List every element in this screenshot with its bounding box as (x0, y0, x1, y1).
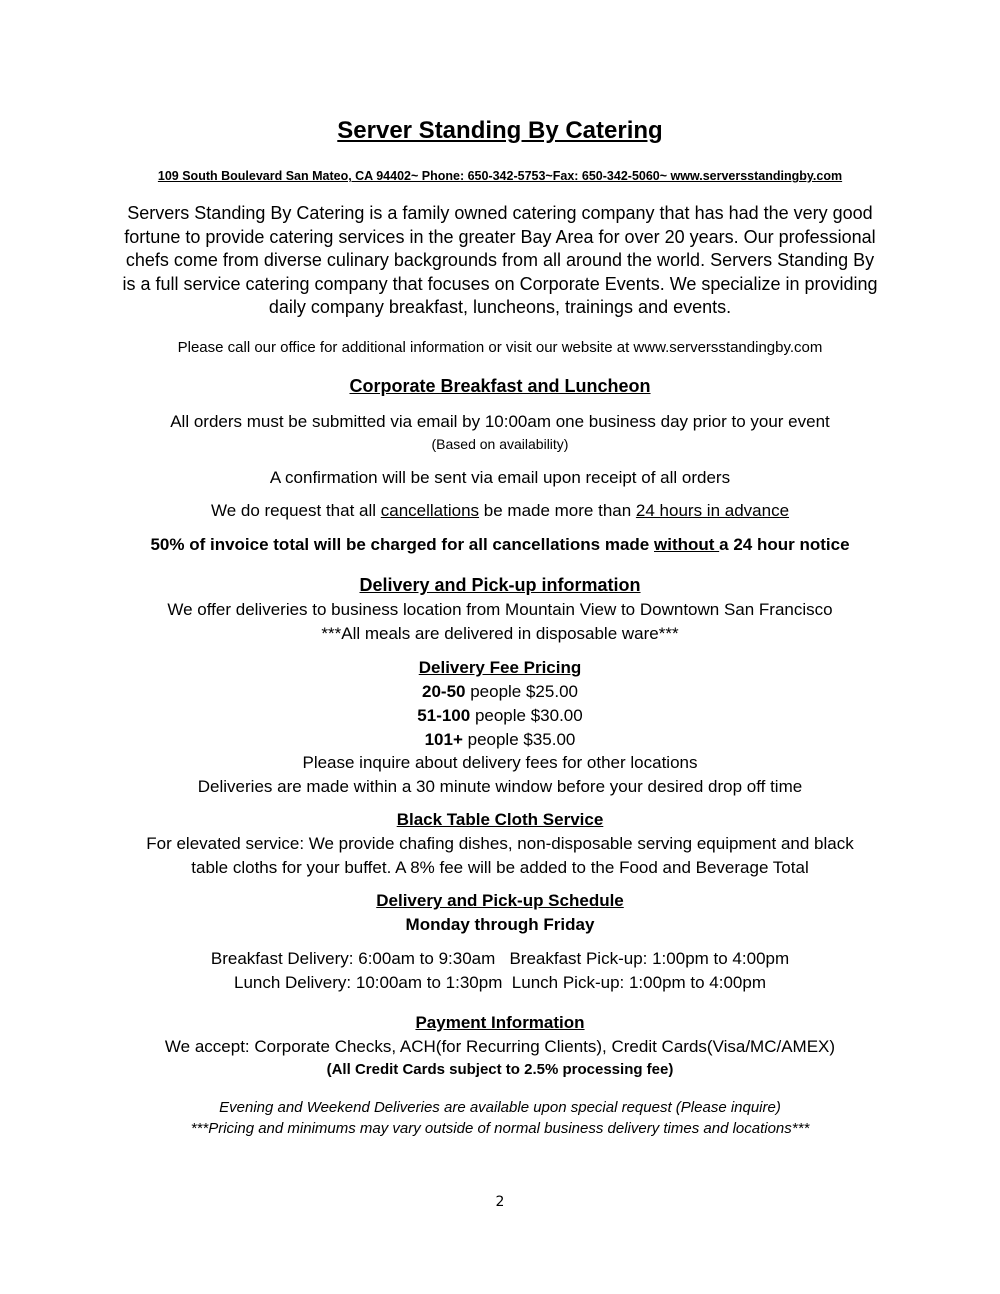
evening-weekend-note: Evening and Weekend Deliveries are available upon special request (Please inquire) (219, 1099, 781, 1116)
intro-line: Servers Standing By Catering is a family owned catering company that has had the very good (127, 203, 873, 223)
fee-range: 20-50 (422, 682, 466, 701)
intro-paragraph (0, 202, 1000, 320)
intro-line: is a full service catering company that focuses on Corporate Events. We specialize in providing (122, 273, 878, 294)
charge-text: a 24 hour notice (719, 535, 850, 554)
cancel-text: We do request that all (210, 501, 381, 520)
tablecloth-line: table cloths for your buffet. A 8% fee will be added to the Food and Beverage Total (191, 858, 809, 877)
fee-detail: people $30.00 (470, 706, 583, 725)
fee-range: 101+ (424, 730, 463, 749)
charge-without: without (654, 535, 720, 554)
disposable-ware-note: ***All meals are delivered in disposable ware*** (321, 624, 679, 643)
fee-range: 51-100 (417, 706, 471, 725)
tablecloth-heading: Black Table Cloth Service (396, 810, 604, 829)
pricing-note: ***Pricing and minimums may vary outside of normal business delivery times and locations*** (190, 1120, 810, 1137)
cancel-text: be made more than (479, 501, 636, 520)
corporate-heading: Corporate Breakfast and Luncheon (349, 376, 651, 396)
intro-line: daily company breakfast, luncheons, trainings and events. (268, 297, 732, 317)
tablecloth-line: For elevated service: We provide chafing dishes, non-disposable serving equipment and black (146, 834, 854, 853)
intro-line: chefs come from diverse culinary backgrounds from all around the world. Servers Standing By (125, 250, 875, 270)
availability-note: (Based on availability) (431, 436, 569, 452)
fee-row (0, 730, 1000, 750)
page-title: Server Standing By Catering (337, 117, 663, 144)
schedule-heading: Delivery and Pick-up Schedule (376, 891, 624, 910)
lunch-schedule: Lunch Delivery: 10:00am to 1:30pm Lunch Pick-up: 1:00pm to 4:00pm (233, 973, 767, 992)
delivery-heading: Delivery and Pick-up information (359, 575, 641, 595)
cancel-word: cancellations (380, 501, 480, 520)
inquire-line: Please inquire about delivery fees for other locations (302, 753, 698, 772)
cancellation-request (0, 501, 1000, 521)
fee-heading: Delivery Fee Pricing (418, 658, 582, 677)
charge-text: 50% of invoice total will be charged for all cancellations made (150, 535, 654, 554)
intro-line: fortune to provide catering services in the greater Bay Area for over 20 years. Our professional (124, 226, 876, 247)
schedule-days: Monday through Friday (405, 915, 595, 934)
fee-detail: people $35.00 (462, 730, 576, 749)
delivery-area: We offer deliveries to business location from Mountain View to Downtown San Francisco (167, 600, 833, 619)
address-line: 109 South Boulevard San Mateo, CA 94402~ Phone: 650-342-5753~Fax: 650-342-5060~ www.serversstandingby.com (157, 169, 843, 183)
delivery-window: Deliveries are made within a 30 minute window before your desired drop off time (197, 777, 803, 796)
contact-note: Please call our office for additional information or visit our website at www.serversstandingby.com (177, 339, 823, 356)
processing-fee-note: (All Credit Cards subject to 2.5% processing fee) (326, 1061, 674, 1078)
fee-row (0, 682, 1000, 702)
fee-row (0, 706, 1000, 726)
payment-heading: Payment Information (415, 1013, 585, 1032)
fee-detail: people $25.00 (465, 682, 578, 701)
payment-methods: We accept: Corporate Checks, ACH(for Recurring Clients), Credit Cards(Visa/MC/AMEX) (164, 1037, 836, 1056)
confirmation-line: A confirmation will be sent via email upon receipt of all orders (269, 468, 731, 487)
orders-deadline: All orders must be submitted via email by 10:00am one business day prior to your event (170, 412, 830, 431)
breakfast-schedule: Breakfast Delivery: 6:00am to 9:30am Breakfast Pick-up: 1:00pm to 4:00pm (210, 949, 790, 968)
cancellation-charge (0, 535, 1000, 555)
cancel-time: 24 hours in advance (635, 501, 790, 520)
page-number: 2 (495, 1194, 505, 1210)
